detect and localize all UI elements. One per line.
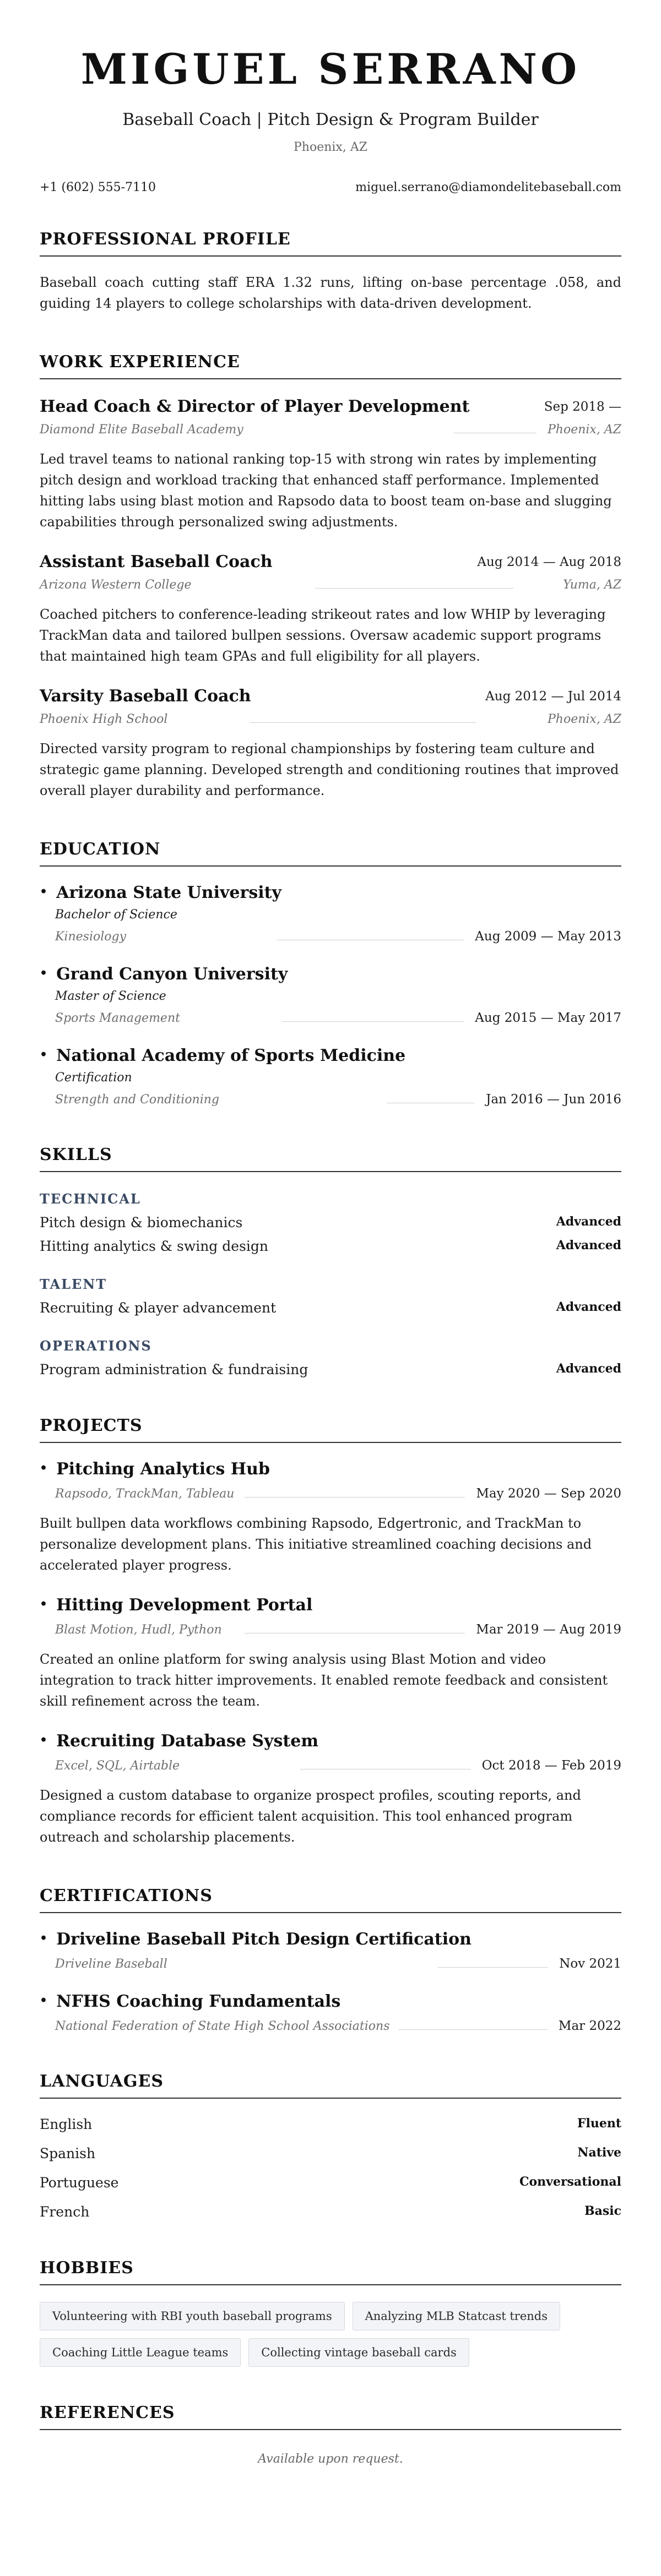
hobby-chip: Analyzing MLB Statcast trends [353, 2302, 560, 2330]
field-of-study: Kinesiology [55, 929, 127, 944]
divider [438, 1967, 548, 1968]
divider [282, 1021, 464, 1022]
profile-text: Baseball coach cutting staff ERA 1.32 runs, lifting on-base percentage .058, and guiding 14 players to college scholarships with data-driven development. [40, 275, 621, 311]
bullet-icon: • [40, 1597, 48, 1611]
bullet-icon: • [40, 1733, 48, 1747]
references-section [40, 2403, 621, 2466]
job-role: Assistant Baseball Coach [40, 552, 273, 571]
section-title: PROFESSIONAL PROFILE [40, 230, 621, 257]
section-title: WORK EXPERIENCE [40, 352, 621, 379]
language-row [40, 2116, 621, 2132]
language-name: Portuguese [40, 2175, 119, 2191]
skill-row [40, 1361, 621, 1377]
language-name: French [40, 2204, 90, 2220]
hobby-chip: Collecting vintage baseball cards [248, 2338, 469, 2367]
job-role: Varsity Baseball Coach [40, 687, 251, 706]
job-location: Phoenix, AZ [547, 423, 621, 437]
hobby-chip: Volunteering with RBI youth baseball programs [40, 2302, 345, 2330]
section-title: PROJECTS [40, 1416, 621, 1443]
school-name: Grand Canyon University [56, 965, 288, 984]
skill-group-title: TALENT [40, 1276, 107, 1292]
language-level: Conversational [519, 2175, 621, 2189]
certification-entry [40, 1992, 621, 2033]
bullet-icon: • [40, 1461, 48, 1475]
language-row [40, 2145, 621, 2161]
project-entry [40, 1731, 621, 1848]
project-tools: Blast Motion, Hudl, Python [55, 1622, 222, 1637]
degree: Master of Science [55, 989, 166, 1003]
certification-name: NFHS Coaching Fundamentals [56, 1992, 341, 2011]
skill-level: Advanced [556, 1300, 621, 1314]
education-dates: Aug 2015 — May 2017 [475, 1011, 621, 1025]
hobby-chip: Coaching Little League teams [40, 2338, 241, 2367]
degree: Bachelor of Science [55, 908, 177, 922]
language-name: Spanish [40, 2145, 96, 2161]
projects-section [40, 1416, 621, 1848]
skill-name: Pitch design & biomechanics [40, 1215, 243, 1230]
bullet-icon: • [40, 884, 48, 899]
job-dates: Sep 2018 — [544, 399, 621, 414]
section-title: SKILLS [40, 1145, 621, 1172]
job-org: Diamond Elite Baseball Academy [40, 423, 243, 437]
language-level: Native [577, 2145, 621, 2160]
education-entry [40, 1046, 621, 1107]
skill-row [40, 1300, 621, 1316]
skills-section [40, 1145, 621, 1377]
section-title: HOBBIES [40, 2258, 621, 2285]
bullet-icon: • [40, 1993, 48, 2008]
education-dates: Jan 2016 — Jun 2016 [486, 1092, 621, 1107]
job-location: Phoenix, AZ [547, 712, 621, 726]
language-row [40, 2175, 621, 2191]
project-description: Designed a custom database to organize prospect profiles, scouting reports, and compliance records for efficient talent acquisition. This tool enhanced program outreach and scholarship placements. [40, 1788, 581, 1845]
section-title: LANGUAGES [40, 2072, 621, 2099]
job-org: Phoenix High School [40, 712, 168, 726]
project-tools: Rapsodo, TrackMan, Tableau [55, 1486, 235, 1501]
job-description: Coached pitchers to conference-leading strikeout rates and low WHIP by leveraging TrackMan data and tailored bullpen sessions. Oversaw academic support programs that maintained high team GPAs and full eligibility for all players. [40, 607, 606, 664]
references-text: Available upon request. [258, 2452, 403, 2466]
divider [250, 722, 476, 723]
candidate-name: MIGUEL SERRANO [80, 45, 581, 94]
certification-issuer: National Federation of State High School Associations [55, 2019, 390, 2033]
project-entry [40, 1595, 621, 1712]
certification-name: Driveline Baseball Pitch Design Certification [56, 1930, 472, 1949]
bullet-icon: • [40, 1931, 48, 1946]
section-title: REFERENCES [40, 2403, 621, 2430]
school-name: National Academy of Sports Medicine [56, 1046, 406, 1065]
project-tools: Excel, SQL, Airtable [55, 1758, 180, 1773]
skill-name: Program administration & fundraising [40, 1361, 308, 1377]
phone: +1 (602) 555-7110 [40, 181, 156, 194]
project-dates: Mar 2019 — Aug 2019 [476, 1622, 621, 1637]
language-level: Basic [584, 2204, 621, 2218]
language-row [40, 2204, 621, 2220]
project-name: Hitting Development Portal [56, 1595, 313, 1615]
certification-date: Nov 2021 [559, 1957, 621, 1971]
field-of-study: Sports Management [55, 1011, 180, 1025]
project-name: Recruiting Database System [56, 1731, 319, 1751]
project-dates: Oct 2018 — Feb 2019 [481, 1758, 621, 1773]
language-level: Fluent [577, 2116, 621, 2131]
languages-section [40, 2072, 621, 2220]
experience-section [40, 352, 621, 801]
certification-date: Mar 2022 [558, 2019, 621, 2033]
job-dates: Aug 2012 — Jul 2014 [485, 689, 621, 704]
divider [315, 588, 513, 589]
education-entry [40, 883, 621, 944]
language-name: English [40, 2116, 93, 2132]
email: miguel.serrano@diamondelitebaseball.com [355, 181, 621, 194]
field-of-study: Strength and Conditioning [55, 1092, 220, 1107]
education-entry [40, 965, 621, 1025]
job-entry [40, 397, 621, 532]
skill-level: Advanced [556, 1215, 621, 1229]
project-description: Built bullpen data workflows combining Rapsodo, Edgertronic, and TrackMan to personalize development plans. This initiative streamlined coaching decisions and accelerated player progress. [40, 1516, 592, 1573]
skill-row [40, 1215, 621, 1230]
skill-group-title: OPERATIONS [40, 1338, 152, 1354]
skill-name: Recruiting & player advancement [40, 1300, 277, 1316]
job-org: Arizona Western College [40, 578, 192, 592]
certification-issuer: Driveline Baseball [55, 1957, 167, 1971]
job-description: Directed varsity program to regional championships by fostering team culture and strategic game planning. Developed strength and conditioning routines that improved overall player durability and performance. [40, 741, 619, 798]
profile-section [40, 230, 621, 314]
location: Phoenix, AZ [293, 140, 367, 154]
job-role: Head Coach & Director of Player Development [40, 397, 470, 416]
job-dates: Aug 2014 — Aug 2018 [477, 554, 621, 569]
school-name: Arizona State University [56, 883, 281, 902]
section-title: EDUCATION [40, 840, 621, 867]
section-title: CERTIFICATIONS [40, 1886, 621, 1913]
headline: Baseball Coach | Pitch Design & Program Builder [122, 110, 539, 129]
job-entry [40, 687, 621, 801]
job-location: Yuma, AZ [563, 578, 621, 592]
skill-name: Hitting analytics & swing design [40, 1238, 268, 1254]
job-description: Led travel teams to national ranking top-15 with strong win rates by implementing pitch design and workload tracking that enhanced staff performance. Implemented hitting labs using blast motion and Rapsodo data to boost team on-base and slugging capabilities through personalized swing adjustments. [40, 451, 612, 530]
project-description: Created an online platform for swing analysis using Blast Motion and video integration to track hitter improvements. It enabled remote feedback and consistent skill refinement across the team. [40, 1652, 608, 1709]
project-dates: May 2020 — Sep 2020 [476, 1486, 621, 1501]
skill-row [40, 1238, 621, 1254]
contact-row [40, 181, 621, 194]
degree: Certification [55, 1071, 132, 1085]
resume-header [40, 0, 621, 154]
hobbies-section [40, 2258, 621, 2367]
bullet-icon: • [40, 1047, 48, 1062]
skill-level: Advanced [556, 1238, 621, 1252]
certifications-section [40, 1886, 621, 2033]
education-section [40, 840, 621, 1107]
divider [399, 2029, 548, 2030]
education-dates: Aug 2009 — May 2013 [475, 929, 621, 944]
certification-entry [40, 1930, 621, 1971]
bullet-icon: • [40, 966, 48, 981]
hobby-chips [40, 2302, 621, 2367]
project-name: Pitching Analytics Hub [56, 1459, 270, 1479]
skill-group-title: TECHNICAL [40, 1191, 141, 1207]
skill-level: Advanced [556, 1361, 621, 1376]
project-entry [40, 1459, 621, 1576]
job-entry [40, 552, 621, 667]
